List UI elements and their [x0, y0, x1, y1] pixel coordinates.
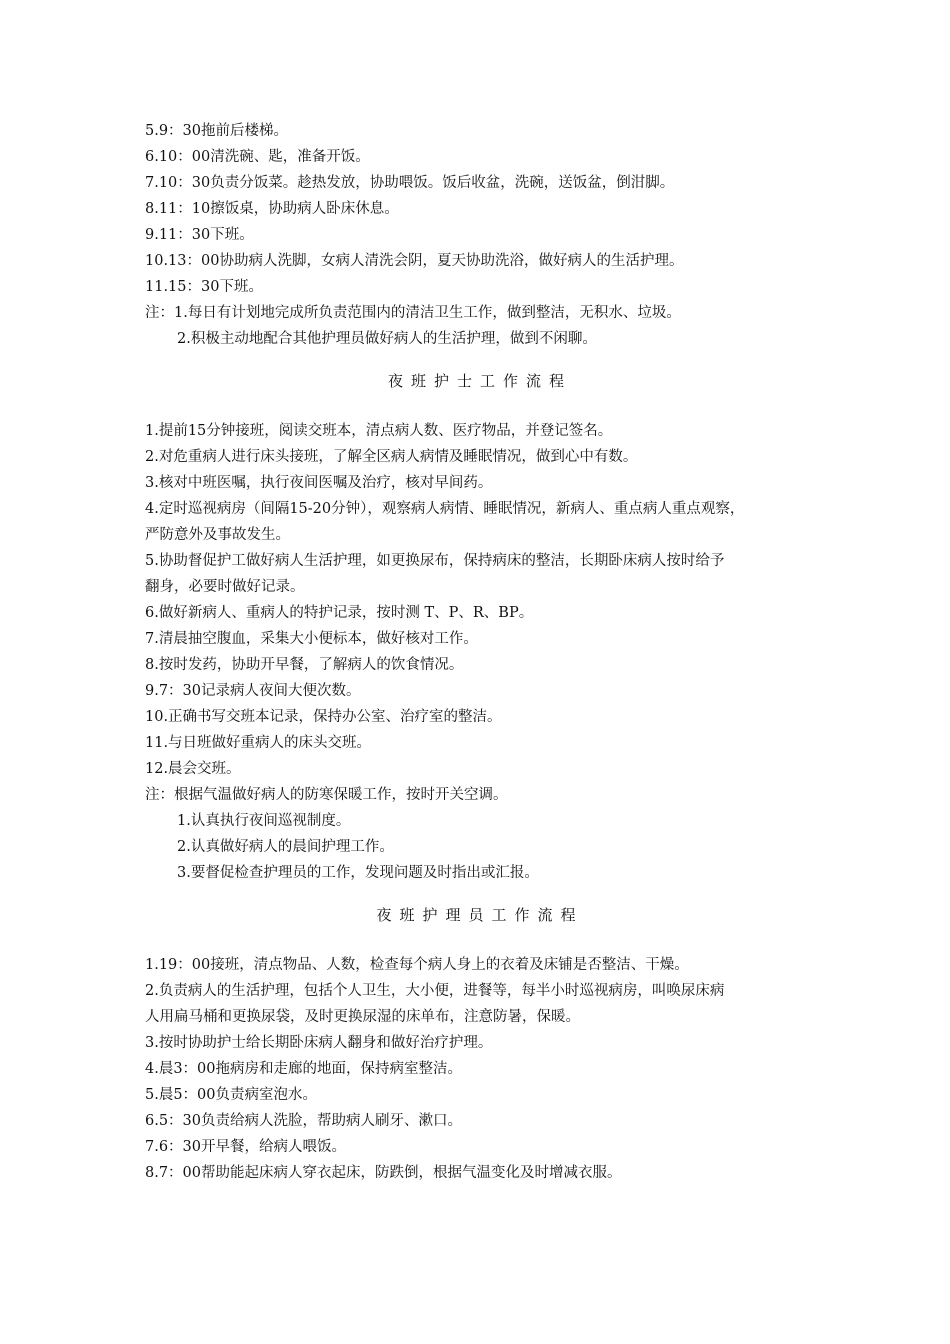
- list-item-continuation: 人用扁马桶和更换尿袋，及时更换尿湿的床单布，注意防暑，保暖。: [145, 1009, 580, 1025]
- section-title-night-nurse: 夜班护士工作流程: [387, 372, 572, 390]
- list-item: 2.负责病人的生活护理，包括个人卫生，大小便，进餐等，每半小时巡视病房，叫唤尿床病: [145, 983, 725, 999]
- note-line: 注：1.每日有计划地完成所负责范围内的清洁卫生工作，做到整洁，无积水、垃圾。: [145, 305, 681, 321]
- text-line: 9.11：30下班。: [145, 227, 254, 243]
- list-item: 12.晨会交班。: [145, 761, 241, 777]
- list-item-continuation: 严防意外及事故发生。: [145, 527, 290, 543]
- list-item: 1.19：00接班，清点物品、人数，检查每个病人身上的衣着及床铺是否整洁、干燥。: [145, 957, 689, 973]
- note-line: 1.认真执行夜间巡视制度。: [177, 813, 351, 829]
- note-line: 2.积极主动地配合其他护理员做好病人的生活护理，做到不闲聊。: [177, 331, 597, 347]
- text-line: 6.10：00清洗碗、匙，准备开饭。: [145, 149, 370, 165]
- note-line: 3.要督促检查护理员的工作，发现问题及时指出或汇报。: [177, 865, 539, 881]
- list-item: 5.晨5：00负责病室泡水。: [145, 1087, 318, 1103]
- list-item: 7.6：30开早餐，给病人喂饭。: [145, 1139, 347, 1155]
- list-item: 4.晨3：00拖病房和走廊的地面，保持病室整洁。: [145, 1061, 463, 1077]
- list-item: 2.对危重病人进行床头接班，了解全区病人病情及睡眠情况，做到心中有数。: [145, 449, 638, 465]
- list-item: 4.定时巡视病房（间隔15-20分钟），观察病人病情、睡眠情况，新病人、重点病人重点观察，: [145, 501, 745, 517]
- document-body: [145, 118, 815, 1186]
- text-line: 10.13：00协助病人洗脚，女病人清洗会阴，夏天协助洗浴，做好病人的生活护理。: [145, 253, 684, 269]
- list-item: 8.按时发药，协助开早餐，了解病人的饮食情况。: [145, 657, 464, 673]
- text-line: 7.10：30负责分饭菜。趁热发放，协助喂饭。饭后收盆，洗碗，送饭盆，倒泔脚。: [145, 175, 675, 191]
- section-night-aide: [145, 952, 815, 1186]
- note-line: 注：根据气温做好病人的防寒保暖工作，按时开关空调。: [145, 787, 508, 803]
- list-item: 11.与日班做好重病人的床头交班。: [145, 735, 372, 751]
- list-item: 9.7：30记录病人夜间大便次数。: [145, 683, 361, 699]
- section-nurse-aide-day: [145, 118, 815, 352]
- list-item: 7.清晨抽空腹血，采集大小便标本，做好核对工作。: [145, 631, 478, 647]
- text-line: 8.11：10擦饭桌，协助病人卧床休息。: [145, 201, 399, 217]
- text-line: 5.9：30拖前后楼梯。: [145, 123, 289, 139]
- list-item: 1.提前15分钟接班，阅读交班本，清点病人数、医疗物品，并登记签名。: [145, 423, 613, 439]
- section-title-night-aide: 夜班护理员工作流程: [376, 906, 584, 924]
- list-item: 10.正确书写交班本记录，保持办公室、治疗室的整洁。: [145, 709, 502, 725]
- note-line: 2.认真做好病人的晨间护理工作。: [177, 839, 394, 855]
- list-item: 6.做好新病人、重病人的特护记录，按时测 T、P、R、BP。: [145, 605, 534, 621]
- list-item: 5.协助督促护工做好病人生活护理，如更换尿布，保持病床的整洁，长期卧床病人按时给予: [145, 553, 725, 569]
- list-item-continuation: 翻身，必要时做好记录。: [145, 579, 305, 595]
- list-item: 6.5：30负责给病人洗脸，帮助病人刷牙、漱口。: [145, 1113, 463, 1129]
- list-item: 8.7：00帮助能起床病人穿衣起床，防跌倒，根据气温变化及时增减衣服。: [145, 1165, 622, 1181]
- text-line: 11.15：30下班。: [145, 279, 263, 295]
- list-item: 3.按时协助护士给长期卧床病人翻身和做好治疗护理。: [145, 1035, 493, 1051]
- list-item: 3.核对中班医嘱，执行夜间医嘱及治疗，核对早间药。: [145, 475, 493, 491]
- section-night-nurse: [145, 418, 815, 886]
